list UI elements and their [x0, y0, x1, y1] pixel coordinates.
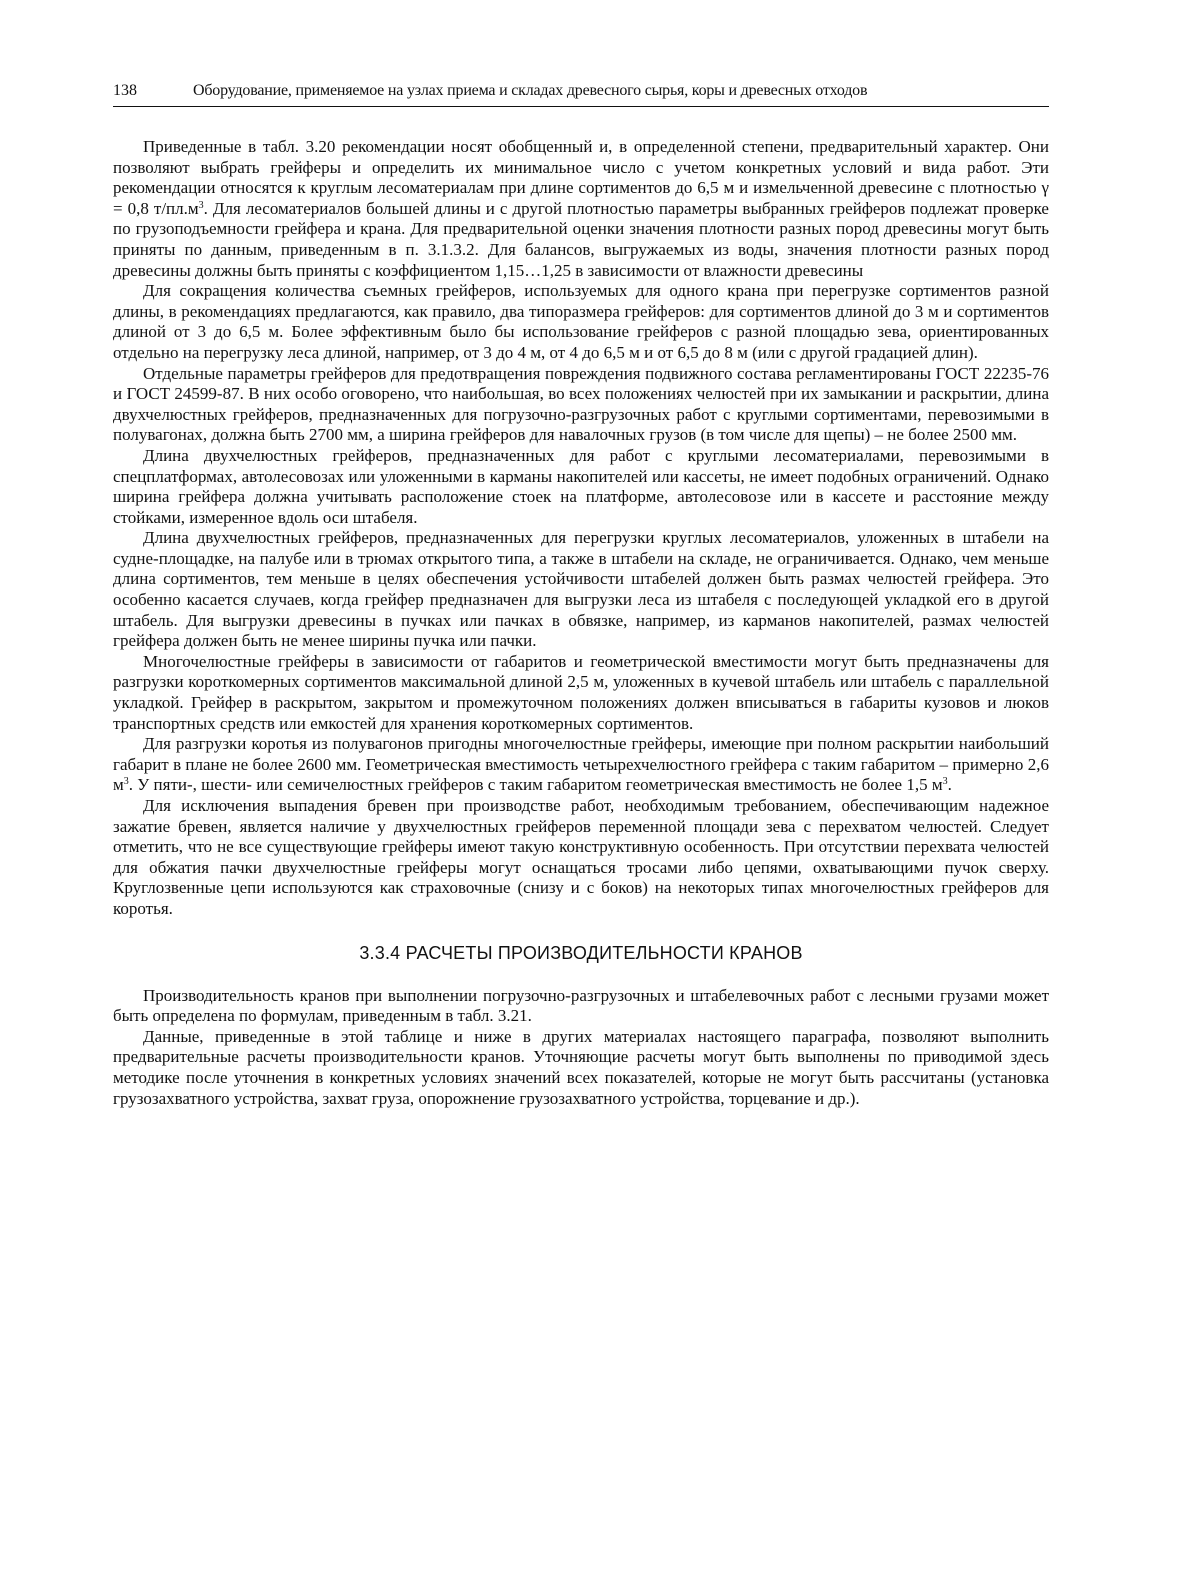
- paragraph-4: Длина двухчелюстных грейферов, предназначенных для работ с круглыми лесоматериалами, перевозимыми в спецплатформах, автолесовозах или уложенными в карманы накопителей или кассеты, не имеет подобных ограничений. Однако ширина грейфера должна учитывать расположение стоек на платформе, автолесовозе или в кассете и расстояние между стойками, измеренное вдоль оси штабеля.: [113, 445, 1049, 527]
- paragraph-6: Многочелюстные грейферы в зависимости от габаритов и геометрической вместимости могут быть предназначены для разгрузки короткомерных сортиментов максимальной длиной 2,5 м, уложенных в кучевой штабель или штабель с параллельной укладкой. Грейфер в раскрытом, закрытом и промежуточном положениях должен вписываться в габариты кузовов и люков транспортных средств или емкостей для хранения короткомерных сортиментов.: [113, 651, 1049, 733]
- paragraph-5: Длина двухчелюстных грейферов, предназначенных для перегрузки круглых лесоматериалов, уложенных в штабели на судне-площадке, на палубе или в трюмах открытого типа, а также в штабели на складе, не ограничивается. Однако, чем меньше длина сортиментов, тем меньше в целях обеспечения устойчивости штабелей должен быть размах челюстей грейфера. Это особенно касается случаев, когда грейфер предназначен для выгрузки леса из штабеля с последующей укладкой его в другой штабель. Для выгрузки древесины в пучках или пачках в обвязке, например, из карманов накопителей, размах челюстей грейфера должен быть не менее ширины пучка или пачки.: [113, 528, 1049, 651]
- section-heading: 3.3.4 РАСЧЕТЫ ПРОИЗВОДИТЕЛЬНОСТИ КРАНОВ: [359, 942, 803, 963]
- page-number: 138: [113, 82, 137, 99]
- running-header: [113, 80, 1049, 107]
- running-title: Оборудование, применяемое на узлах приема и складах древесного сырья, коры и древесных отходов: [193, 82, 868, 99]
- body-text: [113, 137, 1049, 1109]
- paragraph-7: Для разгрузки коротья из полувагонов пригодны многочелюстные грейферы, имеющие при полном раскрытии наибольший габарит в плане не более 2600 мм. Геометрическая вместимость четырехчелюстного грейфера с таким габаритом – примерно 2,6 $м^3$. У пяти-, шести- или семичелюстных грейферов с таким габаритом геометрическая вместимость не более 1,5 $м^3$.: [113, 734, 1049, 795]
- paragraph-2: Для сокращения количества съемных грейферов, используемых для одного крана при перегрузке сортиментов разной длины, в рекомендациях предлагаются, как правило, два типоразмера грейферов: для сортиментов длиной до 3 м и сортиментов длиной от 3 до 6,5 м. Более эффективным было бы использование грейферов с разной площадью зева, ориентированных отдельно на перегрузку леса длиной, например, от 3 до 4 м, от 4 до 6,5 м и от 6,5 до 8 м (или с другой градацией длин).: [113, 281, 1049, 362]
- paragraph-1: Приведенные в табл. 3.20 рекомендации носят обобщенный и, в определенной степени, предварительный характер. Они позволяют выбрать грейферы и определить их минимальное число с учетом конкретных условий и вида работ. Эти рекомендации относятся к круглым лесоматериалам при длине сортиментов до 6,5 м и измельченной древесине с плотностью γ = 0,8 $т/пл.м^3$. Для лесоматериалов большей длины и с другой плотностью параметры выбранных грейферов подлежат проверке по грузоподъемности грейфера и крана. Для предварительной оценки значения плотности разных пород древесины могут быть приняты по данным, приведенным в п. 3.1.3.2. Для балансов, выгружаемых из воды, значения плотности разных пород древесины должны быть приняты с коэффициентом 1,15…1,25 в зависимости от влажности древесины: [113, 137, 1049, 280]
- section-paragraph-2: Данные, приведенные в этой таблице и ниже в других материалах настоящего параграфа, позволяют выполнить предварительные расчеты производительности кранов. Уточняющие расчеты могут быть выполнены по приводимой здесь методике после уточнения в конкретных условиях значений всех показателей, которые не могут быть рассчитаны (установка грузозахватного устройства, захват груза, опорожнение грузозахватного устройства, торцевание и др.).: [113, 1026, 1049, 1108]
- section-paragraph-1: Производительность кранов при выполнении погрузочно-разгрузочных и штабелевочных работ с лесными грузами может быть определена по формулам, приведенным в табл. 3.21.: [113, 985, 1049, 1026]
- paragraph-8: Для исключения выпадения бревен при производстве работ, необходимым требованием, обеспечивающим надежное зажатие бревен, является наличие у двухчелюстных грейферов переменной площади зева с перехватом челюстей. Следует отметить, что не все существующие грейферы имеют такую конструктивную особенность. При отсутствии перехвата челюстей для обжатия пачки двухчелюстные грейферы могут оснащаться тросами либо цепями, охватывающими пучок сверху. Круглозвенные цепи используются как страховочные (снизу и с боков) на некоторых типах многочелюстных грейферов для коротья.: [113, 796, 1049, 918]
- paragraph-3: Отдельные параметры грейферов для предотвращения повреждения подвижного состава регламентированы ГОСТ 22235-76 и ГОСТ 24599-87. В них особо оговорено, что наибольшая, во всех положениях челюстей при их замыкании и раскрытии, длина двухчелюстных грейферов, предназначенных для погрузочно-разгрузочных работ с круглыми сортиментами, перевозимыми в полувагонах, должна быть 2700 мм, а ширина грейферов для навалочных грузов (в том числе для щепы) – не более 2500 мм.: [113, 363, 1049, 445]
